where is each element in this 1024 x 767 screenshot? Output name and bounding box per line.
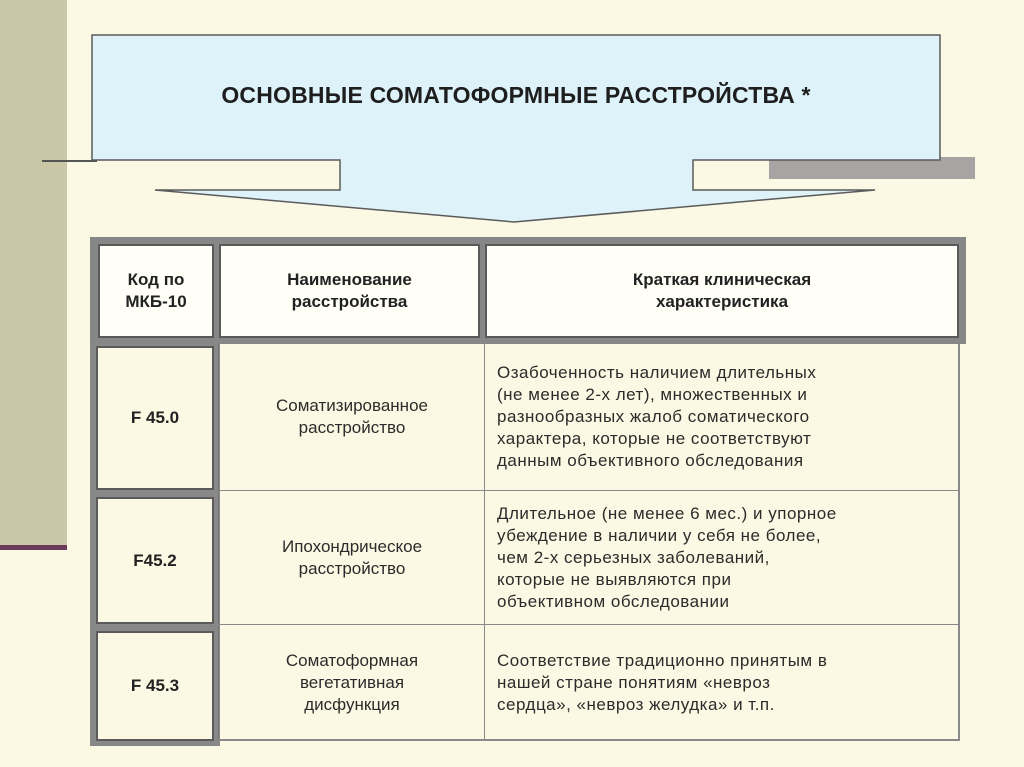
header-code: Код по МКБ-10: [98, 244, 214, 338]
row-2-description: Длительное (не менее 6 мес.) и упорное убеждение в наличии у себя не более, чем 2-х серьезных заболеваний, которые не выявляются при объективном обследовании: [497, 503, 837, 611]
side-accent-rule: [0, 545, 67, 550]
row-1-code: F 45.0: [96, 346, 214, 490]
row-3-code: F 45.3: [96, 631, 214, 741]
row-3-name: Соматоформная вегетативная дисфункция: [285, 651, 419, 714]
row-1-name: Соматизированное расстройство: [276, 396, 428, 437]
title-banner-arrow: [0, 0, 1024, 240]
header-description: Краткая клиническая характеристика: [485, 244, 959, 338]
row-1-description: Озабоченность наличием длительных (не менее 2-х лет), множественных и разнообразных жалоб соматического характера, которые не соответствуют данным объективного обследования: [497, 363, 817, 470]
row-2-code: F45.2: [96, 497, 214, 624]
row-3-description: Соответствие традиционно принятым в нашей стране понятиям «невроз сердца», «невроз желудка» и т.п.: [497, 651, 828, 714]
header-name: Наименование расстройства: [219, 244, 480, 338]
row-2-name: Ипохондрическое расстройство: [281, 536, 423, 578]
page-title: ОСНОВНЫЕ СОМАТОФОРМНЫЕ РАССТРОЙСТВА *: [221, 82, 811, 108]
